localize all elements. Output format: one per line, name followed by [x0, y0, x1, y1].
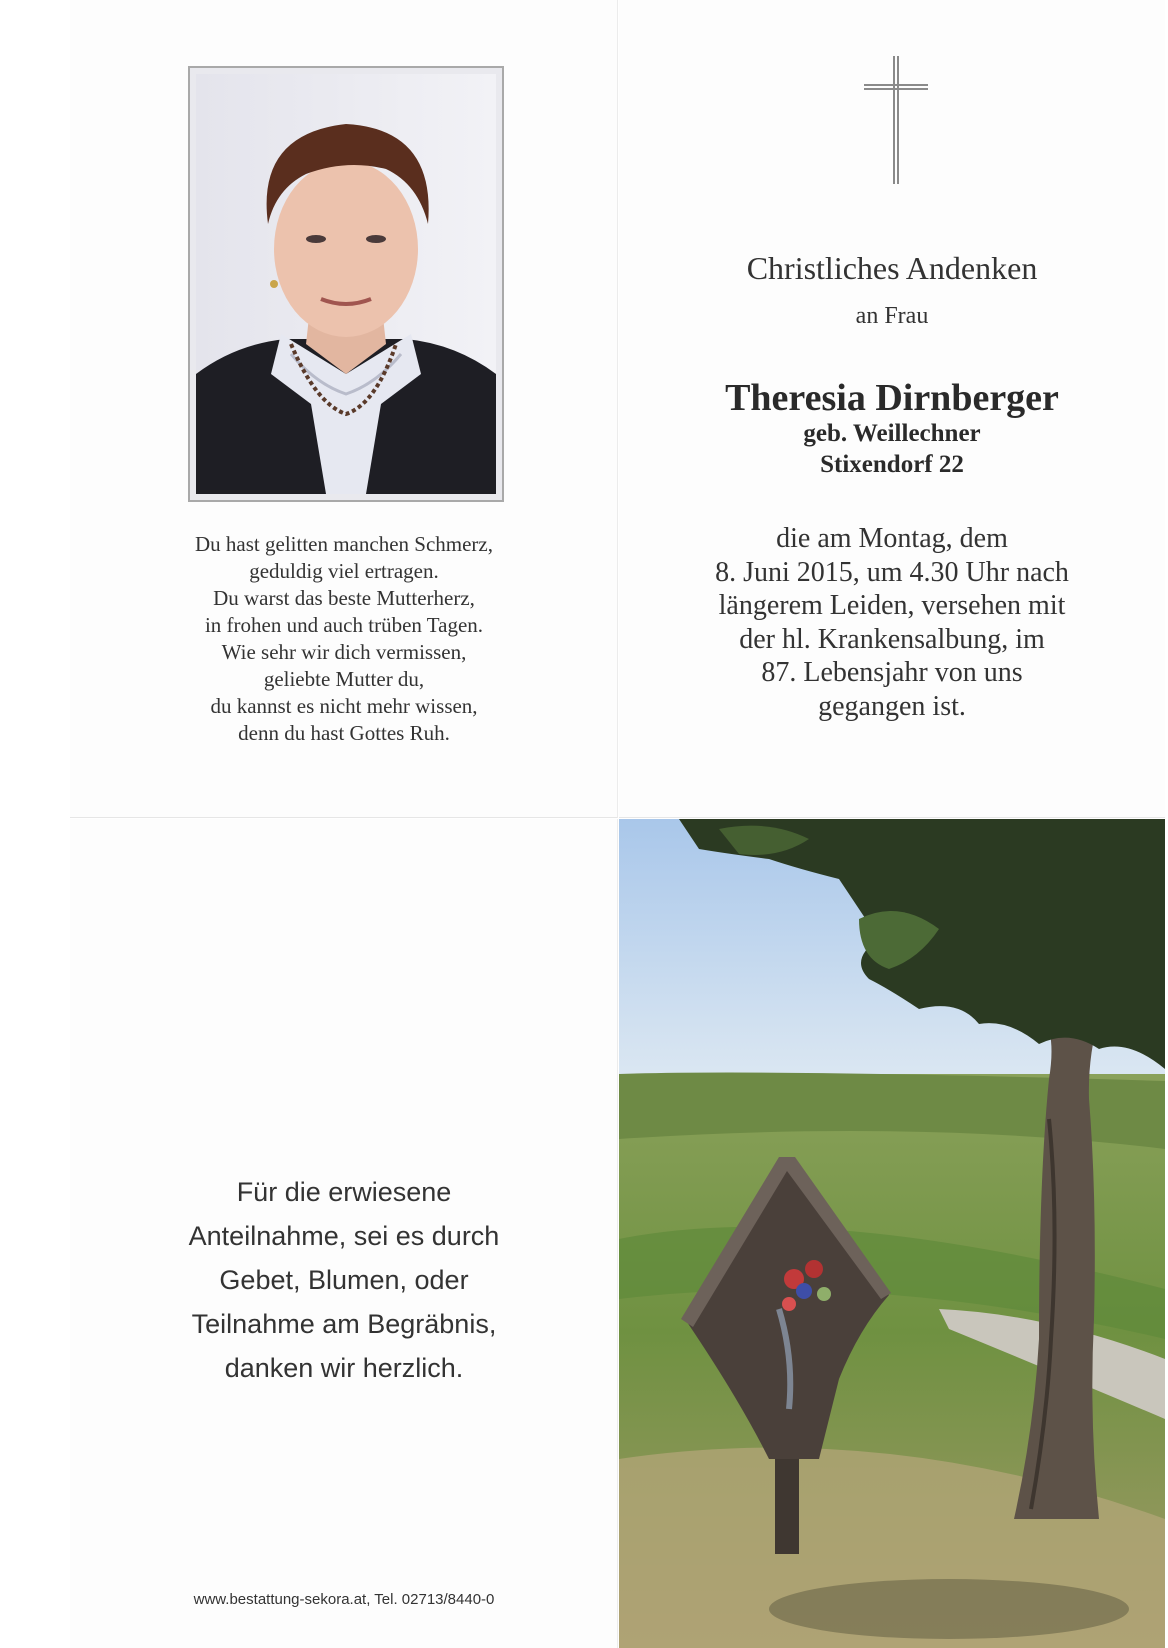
death-notice-line: längerem Leiden, versehen mit	[718, 590, 1066, 621]
thanks-line: Gebet, Blumen, oder	[219, 1265, 469, 1295]
poem-line: geliebte Mutter du,	[263, 667, 425, 691]
cross-icon	[864, 56, 928, 184]
poem-line: du kannst es nicht mehr wissen,	[210, 694, 478, 718]
wayside-shrine-photo	[619, 819, 1165, 1648]
deceased-name: Theresia Dirnberger	[725, 377, 1059, 419]
poem-line: in frohen und auch trüben Tagen.	[204, 613, 484, 637]
portrait-image	[196, 74, 496, 494]
death-notice	[619, 522, 1165, 723]
funeral-home-contact: www.bestattung-sekora.at, Tel. 02713/8440-0	[193, 1591, 495, 1608]
maiden-name: geb. Weillechner	[803, 420, 981, 447]
death-notice-line: 8. Juni 2015, um 4.30 Uhr nach	[715, 556, 1069, 588]
death-notice-line: der hl. Krankensalbung, im	[739, 623, 1045, 655]
poem-line: geduldig viel ertragen.	[249, 559, 439, 583]
cover-photo-page	[619, 819, 1165, 1648]
death-notice-line: die am Montag, dem	[776, 523, 1008, 554]
thanks-line: Teilnahme am Begräbnis,	[191, 1309, 497, 1339]
address: Stixendorf 22	[820, 451, 964, 478]
poem-line: Wie sehr wir dich vermissen,	[221, 640, 467, 664]
memorial-poem	[70, 531, 618, 747]
thank-you-note	[70, 1170, 618, 1390]
death-notice-line: gegangen ist.	[818, 690, 966, 722]
memorial-subheading: an Frau	[855, 303, 929, 329]
portrait-photo	[188, 66, 504, 502]
memorial-heading: Christliches Andenken	[746, 250, 1038, 286]
thanks-line: Anteilnahme, sei es durch	[188, 1221, 500, 1251]
thanks-line: danken wir herzlich.	[224, 1353, 464, 1383]
death-notice-line: 87. Lebensjahr von uns	[761, 657, 1023, 688]
poem-line: denn du hast Gottes Ruh.	[238, 721, 450, 745]
poem-line: Du hast gelitten manchen Schmerz,	[195, 532, 493, 556]
poem-line: Du warst das beste Mutterherz,	[213, 586, 475, 610]
thanks-line: Für die erwiesene	[236, 1177, 452, 1207]
